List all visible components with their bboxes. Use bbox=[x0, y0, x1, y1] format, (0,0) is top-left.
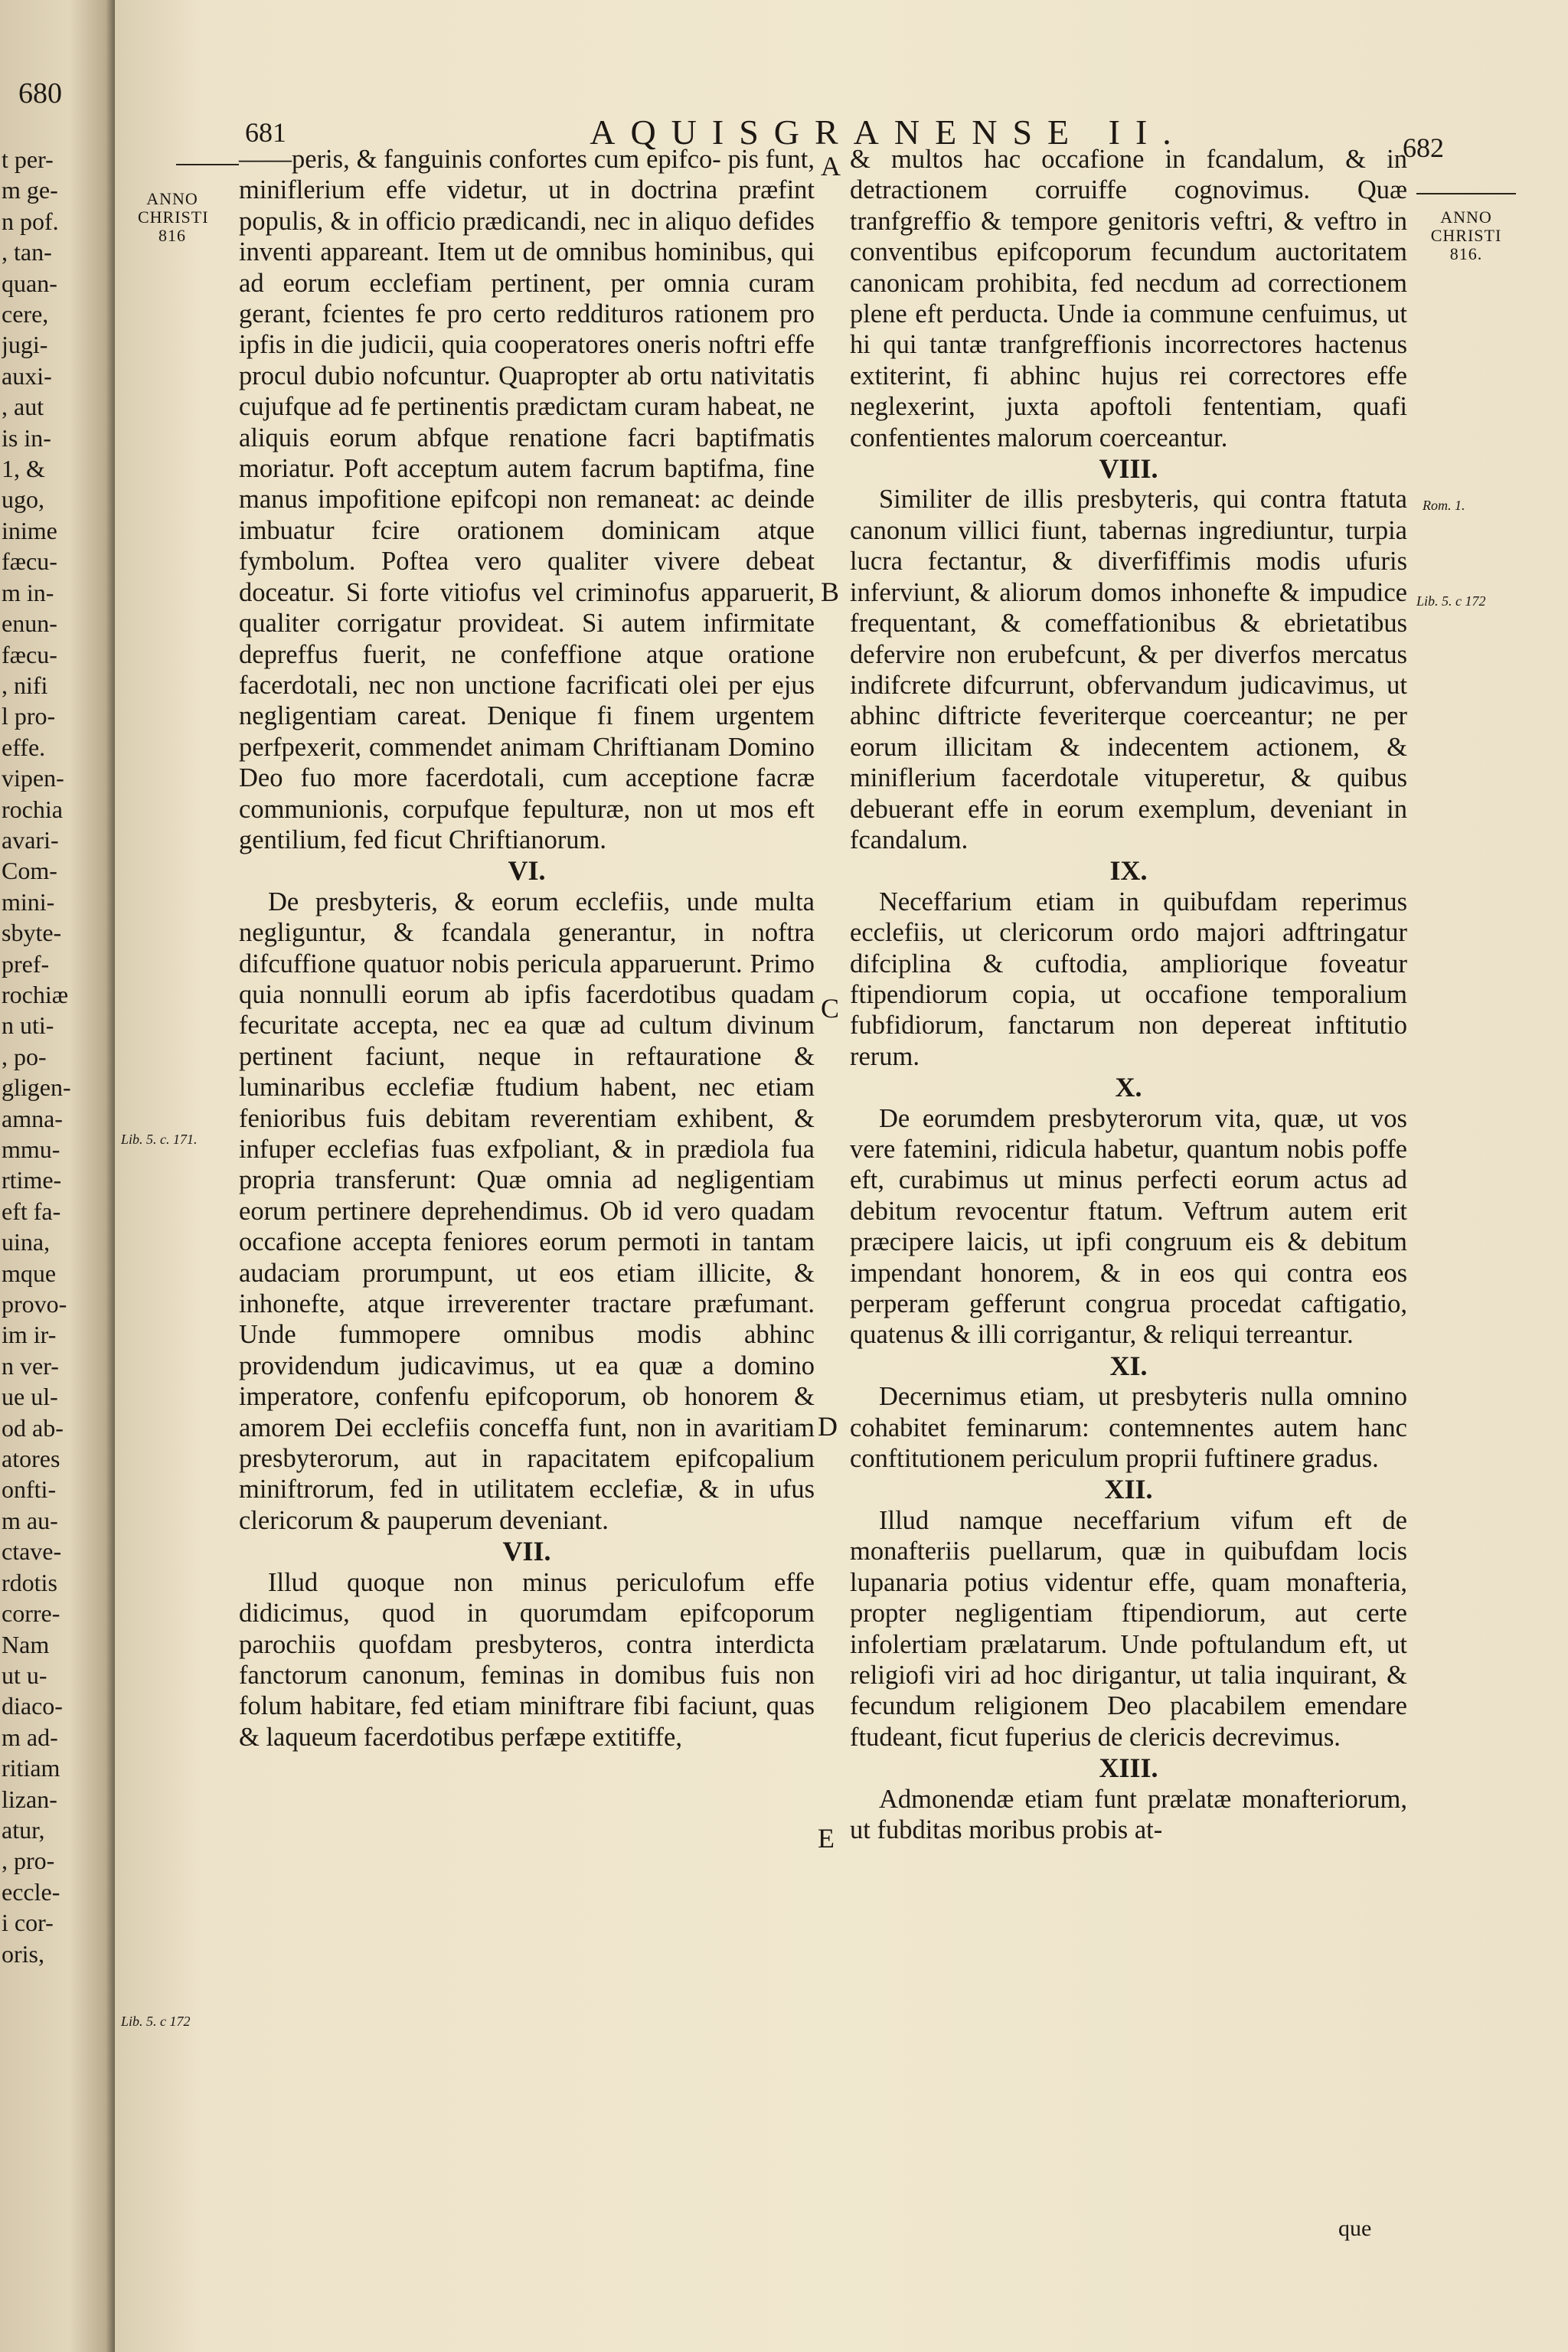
previous-page-line: atores bbox=[2, 1445, 60, 1473]
chapter-heading: VIII. bbox=[1099, 453, 1158, 485]
previous-page-line: ue ul- bbox=[2, 1383, 58, 1411]
page bbox=[115, 0, 1568, 2352]
previous-page-line: cere, bbox=[2, 300, 49, 328]
previous-page-line: onfti- bbox=[2, 1475, 57, 1504]
right-page-number: 682 bbox=[1403, 132, 1444, 163]
previous-page-line: mque bbox=[2, 1259, 57, 1287]
chapter-paragraph: & multos hac occafione in fcandalum, & in detractionem corruiffe cognovimus. Quæ tranfgreffio & tempore genitoris veftri, & veftro in conventibus epifcoporum fecundum auctoritatem canonicam prohibita, fed necdum ad correctionem plene eft perducta. Unde ia commune cenfuimus, ut hi qui tantæ tranfgreffionis incorrectores hactenus extiterint, fi abhinc hujus rei correctores effe neglexerint, juxta apoftoli fententiam, quafi confentientes malorum coerceantur. bbox=[850, 145, 1407, 452]
previous-page-line: Nam bbox=[2, 1630, 50, 1658]
previous-page-line: oris, bbox=[2, 1939, 44, 1968]
year-annotation-left: ANNO CHRISTI 816 bbox=[138, 189, 209, 245]
previous-page-line: provo- bbox=[2, 1290, 67, 1318]
chapter-paragraph: Decernimus etiam, ut presbyteris nulla omnino cohabitet feminarum: contemnentes autem hanc conftitutionem periculum proprii fuftinere gradus. bbox=[850, 1382, 1407, 1474]
previous-page-line: mmu- bbox=[2, 1135, 60, 1163]
chapter-heading: XII. bbox=[1104, 1474, 1153, 1505]
previous-page-line: , po- bbox=[2, 1042, 47, 1070]
chapter-paragraph: Neceffarium etiam in quibufdam reperimus ecclefiis, ut clericorum ordo majori adftringatur difciplina & cuftodia, ampliorique foveatur ftipendiorum copia, ut occafione temporalium fubfidiorum, fanctarum non depereat inftitutio rerum. bbox=[850, 887, 1407, 1071]
previous-page-line: m in- bbox=[2, 578, 54, 606]
previous-page-line: eft fa- bbox=[2, 1197, 61, 1225]
chapter-paragraph: Admonendæ etiam funt prælatæ monafteriorum, ut fubditas moribus probis at- bbox=[850, 1784, 1407, 1844]
previous-page-line: inime bbox=[2, 516, 57, 544]
chapter-paragraph: Illud quoque non minus periculofum effe didicimus, quod in quorumdam epifcoporum parochiis quofdam presbyteros, contra interdicta fanctorum canonum, feminas in domibus fuis non folum habitare, fed etiam miniftrare fibi faciunt, quas & laqueum facerdotibus perfæpe extitiffe, bbox=[239, 1567, 815, 1752]
previous-page-line: ritiam bbox=[2, 1754, 60, 1782]
sidenote-lib-vii: Lib. 5. c 172 bbox=[121, 2014, 191, 2029]
previous-page-line: rtime- bbox=[2, 1166, 62, 1194]
previous-page-line: m ge- bbox=[2, 176, 58, 204]
previous-page-line: lizan- bbox=[2, 1785, 57, 1813]
section-letter-c: C bbox=[821, 993, 840, 1024]
running-head-title: AQUISGRANENSE II. bbox=[590, 113, 1187, 152]
chapter-paragraph: De eorumdem presbyterorum vita, quæ, ut vos vere fatemini, ridicula habetur, quantum nobis poffe eft, curabimus ut minus perfecti eorum actus ad debitum revocentur ftatum. Veftrum autem erit præcipere laicis, ut ipfi congruum eis & debitum impendant honorem, & in eos qui contra eos perperam gefferunt congrua procedat caftigatio, quatenus & illi corrigantur, & reliqui terreantur. bbox=[850, 1103, 1407, 1350]
previous-page-line: m au- bbox=[2, 1506, 58, 1534]
previous-page-line: uina, bbox=[2, 1228, 51, 1256]
previous-page-line: effe. bbox=[2, 733, 46, 761]
section-letter-e: E bbox=[818, 1823, 835, 1854]
previous-page-line: is in- bbox=[2, 423, 51, 452]
previous-page-line: , tan- bbox=[2, 238, 52, 266]
previous-page-text bbox=[2, 144, 103, 1969]
chapter-paragraph: Similiter de illis presbyteris, qui contra ftatuta canonum villici fiunt, tabernas ingrediuntur, turpia lucra fectantur, & diverfiffimis modis ufuris inferviunt, & aliorum domos inhonefte & impudice frequentant, & comeffationibus & ebrietatibus defervire non erubefcunt, & per diverfos mercatus indifcrete difcurrunt, obfervandum judicavimus, ut abhinc diftricte feveriterque coerceantur; ne per eorum illicitam & indecentem actionem, & miniflerium facerdotale vituperetur, & quibus debuerant effe in eorum exemplum, deveniant in fcandalum. bbox=[850, 485, 1407, 854]
previous-page-line: 1, & bbox=[2, 455, 45, 483]
previous-page-line: avari- bbox=[2, 825, 59, 854]
previous-page-line: amna- bbox=[2, 1104, 63, 1132]
previous-page-line: , nifi bbox=[2, 671, 48, 699]
chapter-heading: IX. bbox=[1109, 855, 1148, 887]
previous-page-line: l pro- bbox=[2, 702, 56, 730]
previous-page-line: auxi- bbox=[2, 361, 52, 390]
previous-page-line: rdotis bbox=[2, 1568, 57, 1596]
previous-page-line: ut u- bbox=[2, 1661, 47, 1689]
previous-page-line: atur, bbox=[2, 1815, 45, 1844]
previous-page-line: ctave- bbox=[2, 1537, 62, 1566]
previous-page-line: mini- bbox=[2, 887, 55, 916]
previous-page-line: t per- bbox=[2, 145, 54, 173]
previous-page-line: im ir- bbox=[2, 1321, 57, 1349]
chapter-heading: VII. bbox=[502, 1536, 551, 1567]
margin-rule-left bbox=[176, 164, 239, 165]
previous-page-line: enun- bbox=[2, 609, 57, 638]
previous-page-line: jugi- bbox=[2, 331, 48, 359]
previous-page-line: quan- bbox=[2, 269, 57, 297]
previous-page-line: , aut bbox=[2, 393, 44, 421]
previous-page-line: rochia bbox=[2, 795, 63, 823]
previous-page-line: Com- bbox=[2, 857, 57, 885]
previous-page-line: n uti- bbox=[2, 1011, 54, 1040]
year-annotation-right: ANNO CHRISTI 816. bbox=[1430, 207, 1502, 263]
previous-page-line: i cor- bbox=[2, 1909, 54, 1937]
previous-page-number: 680 bbox=[18, 77, 62, 109]
chapter-paragraph: ——peris, & fanguinis confortes cum epifco- pis funt, miniflerium effe videtur, ut in doctrina præfint populis, & in officio prædicandi, nec in aliquo defides inventi appareant. Item ut de omnibus hominibus, qui ad eorum ecclefiam pertinent, per omnia curam gerant, fcientes fe pro certo reddituros rationem pro ipfis in die judicii, quia cooperatores oneris noftri effe procul dubio nofcuntur. Quapropter ab ortu nativitatis cujufque ad fe pertinentis prædictam curam habeat, ne aliquis eorum abfque renatione facri baptifmatis moriatur. Poft acceptum autem facrum baptifma, fine manus impofitione epifcopi non remaneat: ac deinde imbuatur fcire orationem dominicam atque fymbolum. Poftea vero qualiter vivere debeat doceatur. Si forte vitiofus vel criminofus apparuerit, qualiter corrigatur provideat. Si autem infirmitate depreffus fuerit, ne confeffione atque oratione facerdotali, nec non unctione facrificati olei per ejus negligentiam careat. Denique fi finem urgentem perfpexerit, commendet animam Chriftianam Domino Deo fuo more facerdotali, cum acceptione facræ communionis, corpufque fepulturæ, non ut mos eft gentilium, fed ficut Chriftianorum. bbox=[239, 145, 815, 854]
previous-page-line: pref- bbox=[2, 949, 50, 978]
section-letter-a: A bbox=[821, 151, 841, 181]
previous-page-line: sbyte- bbox=[2, 919, 62, 947]
previous-page-line: diaco- bbox=[2, 1692, 63, 1720]
previous-page-line: gligen- bbox=[2, 1073, 71, 1102]
left-page-number: 681 bbox=[245, 117, 286, 148]
previous-page-line: fæcu- bbox=[2, 640, 57, 668]
previous-page-line: od ab- bbox=[2, 1413, 64, 1442]
previous-page-line: ugo, bbox=[2, 485, 44, 514]
previous-page-line: fæcu- bbox=[2, 547, 57, 576]
margin-rule-right bbox=[1416, 193, 1516, 194]
chapter-heading: VI. bbox=[508, 855, 546, 887]
chapter-paragraph: De presbyteris, & eorum ecclefiis, unde multa negliguntur, & fcandala generantur, in noftra difcuffione quatuor nobis pericula apparuerunt. Primo quia nonnulli eorum ab ipfis facerdotibus quadam fecuritate accepta, nec ea quæ ad cultum divinum pertinent faciunt, neque in reftauratione & luminaribus ecclefiæ ftudium habent, nec etiam fenioribus fuis debitam reverentiam exhibent, & infuper ecclefias fuas exfpoliant, & in prædiola fua propria transferunt: Quæ omnia ad negligentiam eorum pertinere deprehendimus. Ob id vero quadam occafione accepta feniores eorum permoti in tantam audaciam prorumpunt, ut eos etiam illicite, & inhonefte, atque irreverenter tractare præfumant. Unde fummopere omnibus modis abhinc providendum judicavimus, ut ea quæ a domino imperatore, confenfu epifcoporum, ob honorem & amorem Dei ecclefiis conceffa funt, non in avaritiam presbyterorum, aut in rapacitatem epifcopalium miniftrorum, fed in utilitatem ecclefiæ, & in ufus clericorum & pauperum deveniant. bbox=[239, 887, 815, 1535]
sidenote-rom: Rom. 1. bbox=[1423, 498, 1465, 513]
section-letter-b: B bbox=[821, 577, 840, 607]
previous-page-line: n ver- bbox=[2, 1351, 59, 1380]
catchword: que bbox=[1338, 2216, 1372, 2241]
chapter-heading: XIII. bbox=[1099, 1753, 1158, 1784]
previous-page-line: eccle- bbox=[2, 1877, 60, 1906]
previous-page-line: corre- bbox=[2, 1599, 60, 1628]
chapter-heading: XI. bbox=[1109, 1350, 1148, 1381]
chapter-paragraph: Illud namque neceffarium vifum eft de monafteriis puellarum, quæ in quibufdam locis lupanaria potius videntur effe, quam monafteria, propter negligentiam ftipendiorum, aut certe infolertiam prælatarum. Unde poftulandum eft, ut religiofi viri ad hoc dirigantur, ut talia inquirant, & fecundum religionem Deo placabilem emendare ftudeant, ficut fuperius de clericis decrevimus. bbox=[850, 1505, 1407, 1752]
sidenote-lib-vi: Lib. 5. c. 171. bbox=[121, 1132, 198, 1147]
previous-page-line: vipen- bbox=[2, 764, 64, 792]
previous-page-line: n pof. bbox=[2, 207, 59, 235]
sidenote-lib-viii: Lib. 5. c 172 bbox=[1416, 593, 1486, 609]
chapter-heading: X. bbox=[1115, 1072, 1142, 1103]
left-text-column bbox=[239, 144, 815, 1753]
previous-page-line: rochiæ bbox=[2, 980, 69, 1008]
right-text-column bbox=[850, 144, 1407, 1845]
previous-page-line: , pro- bbox=[2, 1847, 55, 1875]
previous-page-line: m ad- bbox=[2, 1723, 58, 1751]
previous-page-edge bbox=[0, 0, 115, 2352]
section-letter-d: D bbox=[818, 1411, 838, 1442]
